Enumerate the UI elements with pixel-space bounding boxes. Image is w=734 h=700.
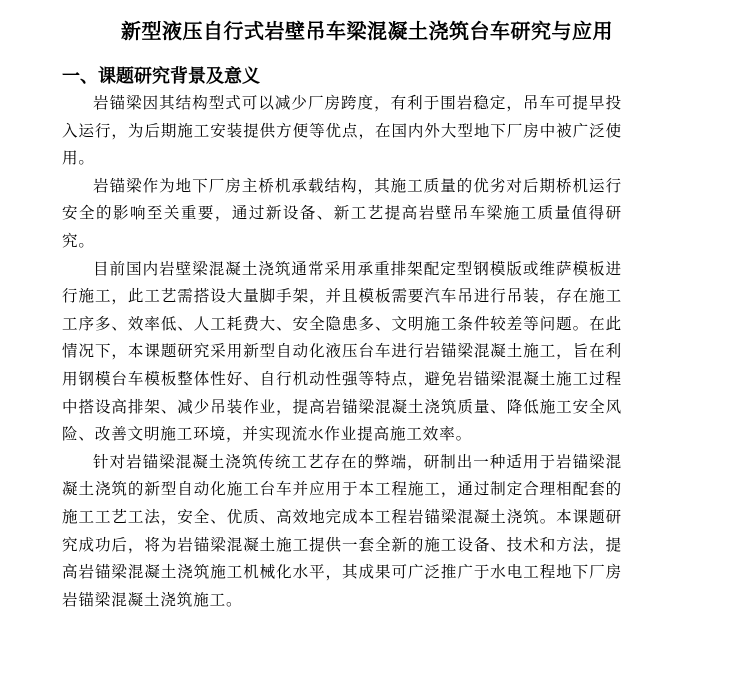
paragraph: 针对岩锚梁混凝土浇筑传统工艺存在的弊端，研制出一种适用于岩锚梁混凝土浇筑的新型自动化施工台车并应用于本工程施工，通过制定合理相配套的施工工艺工法，安全、优质、高效地完成本工程岩锚梁混凝土浇筑。本课题研究成功后，将为岩锚梁混凝土施工提供一套全新的施工设备、技术和方法，提高岩锚梁混凝土浇筑施工机械化水平，其成果可广泛推广于水电工程地下厂房岩锚梁混凝土浇筑施工。 <box>62 452 622 609</box>
document-title: 新型液压自行式岩壁吊车梁混凝土浇筑台车研究与应用 <box>121 19 613 43</box>
document-body <box>62 90 622 614</box>
paragraph: 岩锚梁作为地下厂房主桥机承载结构，其施工质量的优劣对后期桥机运行安全的影响至关重要，通过新设备、新工艺提高岩壁吊车梁施工质量值得研究。 <box>62 176 622 250</box>
section-heading: 一、课题研究背景及意义 <box>62 66 260 87</box>
paragraph: 岩锚梁因其结构型式可以减少厂房跨度，有利于围岩稳定，吊车可提早投入运行，为后期施工安装提供方便等优点，在国内外大型地下厂房中被广泛使用。 <box>62 94 622 168</box>
paragraph: 目前国内岩壁梁混凝土浇筑通常采用承重排架配定型钢模版或维萨模板进行施工，此工艺需搭设大量脚手架，并且模板需要汽车吊进行吊装，存在施工工序多、效率低、人工耗费大、安全隐患多、文明施工条件较差等问题。在此情况下，本课题研究采用新型自动化液压台车进行岩锚梁混凝土施工，旨在利用钢模台车模板整体性好、自行机动性强等特点，避免岩锚梁混凝土施工过程中搭设高排架、减少吊装作业，提高岩锚梁混凝土浇筑质量、降低施工安全风险、改善文明施工环境，并实现流水作业提高施工效率。 <box>62 259 622 444</box>
